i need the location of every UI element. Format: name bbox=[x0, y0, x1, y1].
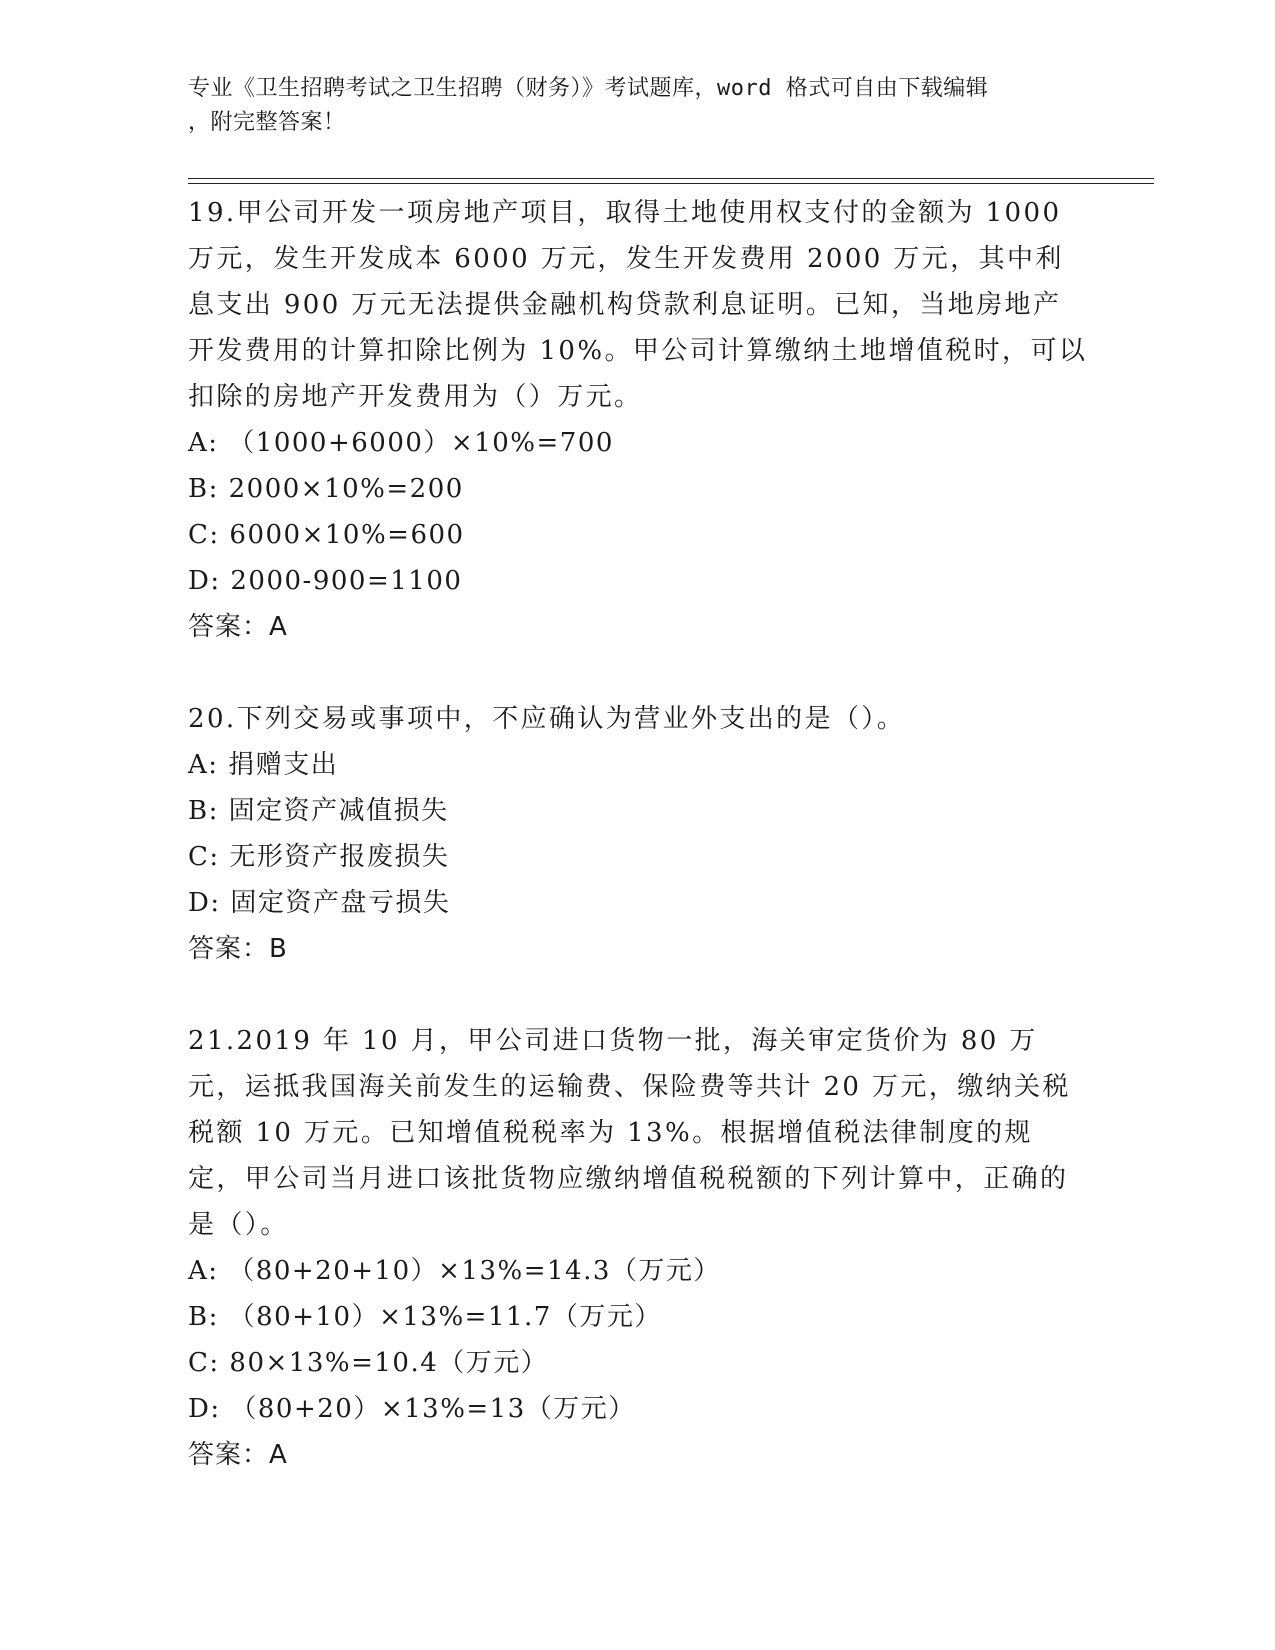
option-b: B: （80+10）×13%=11.7（万元） bbox=[188, 1302, 662, 1332]
option-c: C: 6000×10%=600 bbox=[188, 520, 465, 550]
question-spacer bbox=[188, 650, 1088, 696]
option-b: B: 固定资产减值损失 bbox=[188, 796, 449, 826]
option-d: D: 2000-900=1100 bbox=[188, 566, 463, 596]
option-a: A: （1000+6000）×10%=700 bbox=[188, 428, 614, 458]
option-b: B: 2000×10%=200 bbox=[188, 474, 464, 504]
header-divider-top bbox=[188, 178, 1154, 179]
header-line-2: ，附完整答案！ bbox=[188, 110, 346, 135]
option-c: C: 80×13%=10.4（万元） bbox=[188, 1348, 549, 1378]
question-list bbox=[188, 190, 1088, 1478]
answer-label: 答案：A bbox=[188, 612, 288, 642]
question-19 bbox=[188, 190, 1088, 650]
option-c: C: 无形资产报废损失 bbox=[188, 842, 450, 872]
answer-label: 答案：A bbox=[188, 1440, 288, 1470]
question-20 bbox=[188, 696, 1088, 972]
question-spacer bbox=[188, 972, 1088, 1018]
option-a: A: 捐赠支出 bbox=[188, 750, 339, 780]
option-d: D: 固定资产盘亏损失 bbox=[188, 888, 451, 918]
document-header bbox=[188, 72, 1088, 140]
question-text: 20.下列交易或事项中，不应确认为营业外支出的是（）。 bbox=[188, 704, 906, 734]
header-divider-bottom bbox=[188, 183, 1154, 184]
option-d: D: （80+20）×13%=13（万元） bbox=[188, 1394, 636, 1424]
answer-label: 答案：B bbox=[188, 934, 288, 964]
option-a: A: （80+20+10）×13%=14.3（万元） bbox=[188, 1256, 721, 1286]
question-21 bbox=[188, 1018, 1088, 1478]
header-line-1: 专业《卫生招聘考试之卫生招聘（财务）》考试题库，word 格式可自由下载编辑 bbox=[188, 76, 989, 101]
question-text: 21.2019 年 10 月，甲公司进口货物一批，海关审定货价为 80 万元，运抵我国海关前发生的运输费、保险费等共计 20 万元，缴纳关税税额 10 万元。已知增值税税率为 13%。根据增值税法律制度的规定，甲公司当月进口该批货物应缴纳增值税税额的下列计算中，正确的是（）。 bbox=[188, 1026, 1071, 1240]
question-text: 19.甲公司开发一项房地产项目，取得土地使用权支付的金额为 1000 万元，发生开发成本 6000 万元，发生开发费用 2000 万元，其中利息支出 900 万元无法提供金融机构贷款利息证明。已知，当地房地产开发费用的计算扣除比例为 10%。甲公司计算缴纳土地增值税时，可以扣除的房地产开发费用为（）万元。 bbox=[188, 198, 1088, 412]
